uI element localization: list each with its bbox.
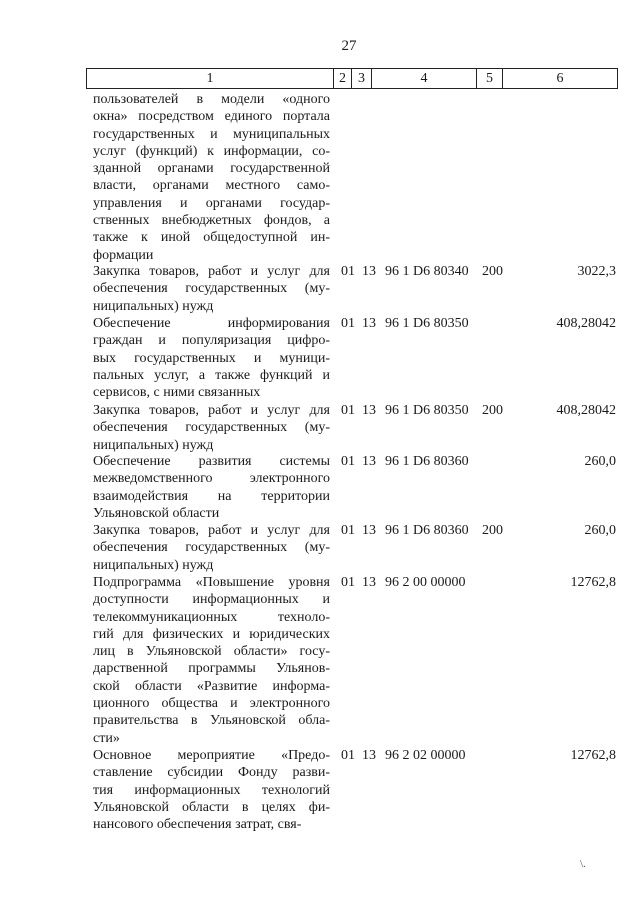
description-line: управления и органами государ- [93,195,330,211]
description-line: Обеспечение информирования [93,316,330,331]
description-line: Закупка товаров, работ и услуг для [93,264,330,279]
description-line: Ульяновской области в целях фи- [93,799,330,815]
subsection-code: 13 [362,454,376,469]
description-line: пользователей в модели «одного [93,92,330,107]
row-description [93,315,330,401]
header-col-1: 1 [86,69,333,88]
header-col-6: 6 [502,69,618,88]
target-item-code: 96 2 02 00000 [385,748,466,763]
section-code: 01 [341,316,355,331]
target-item-code: 96 1 D6 80350 [385,403,469,418]
scan-mark: \. [580,858,586,870]
subsection-code: 13 [362,748,376,763]
amount: 260,0 [584,523,616,538]
description-line: доступности информационных и [93,592,330,608]
section-code: 01 [341,264,355,279]
description-line: сервисов, с ними связанных [93,385,261,401]
description-line: государственных и муниципальных [93,126,330,142]
description-line: ской области «Развитие информа- [93,678,330,694]
page-number: 27 [341,38,357,54]
table-header [86,68,618,89]
description-line: гий для физических и юридических [93,626,330,642]
description-line: формации [93,247,154,263]
row-description [93,747,330,833]
description-line: Обеспечение развития системы [93,454,330,469]
description-line: лиц в Ульяновской области» госу- [93,644,330,660]
description-line: Основное мероприятие «Предо- [93,748,330,763]
description-line: услуг (функций) к информации, со- [93,143,330,159]
section-code: 01 [341,575,355,590]
target-item-code: 96 2 00 00000 [385,575,466,590]
row-description [93,402,330,454]
description-line: обеспечения государственных (му- [93,420,330,436]
description-line: ниципальных) нужд [93,437,214,453]
row-description [93,453,330,522]
description-line: ционного общества и электронного [93,696,330,712]
amount: 260,0 [584,454,616,469]
subsection-code: 13 [362,575,376,590]
description-line: окна» посредством единого портала [93,109,330,125]
section-code: 01 [341,748,355,763]
description-line: дарственной программы Ульянов- [93,661,330,677]
description-line: нансового обеспечения затрат, свя- [93,817,302,833]
header-col-2: 2 [333,69,351,88]
expense-type-code: 200 [482,523,503,538]
description-line: ставление субсидии Фонду разви- [93,765,330,781]
row-description [93,522,330,574]
description-line: пальных услуг, а также функций и [93,367,330,383]
row-description [93,263,330,315]
amount: 12762,8 [570,575,616,590]
target-item-code: 96 1 D6 80350 [385,316,469,331]
expense-type-code: 200 [482,264,503,279]
row-description [93,91,330,264]
description-line: ственных внебюджетных фондов, а [93,213,330,229]
description-line: взаимодействия на территории [93,488,330,504]
description-line: межведомственного электронного [93,471,330,487]
description-line: обеспечения государственных (му- [93,281,330,297]
description-line: сти» [93,730,120,746]
description-line: Закупка товаров, работ и услуг для [93,523,330,538]
description-line: Подпрограмма «Повышение уровня [93,575,330,590]
section-code: 01 [341,523,355,538]
description-line: правительства в Ульяновской обла- [93,713,330,729]
description-line: также к иной общедоступной ин- [93,230,330,246]
header-col-3: 3 [351,69,371,88]
amount: 12762,8 [570,748,616,763]
subsection-code: 13 [362,316,376,331]
description-line: ниципальных) нужд [93,557,214,573]
description-line: тия информационных технологий [93,782,330,798]
header-col-4: 4 [371,69,476,88]
description-line: обеспечения государственных (му- [93,540,330,556]
description-line: Ульяновской области [93,505,220,521]
section-code: 01 [341,403,355,418]
expense-type-code: 200 [482,403,503,418]
description-line: граждан и популяризация цифро- [93,333,330,349]
target-item-code: 96 1 D6 80360 [385,454,469,469]
description-line: ниципальных) нужд [93,298,214,314]
target-item-code: 96 1 D6 80340 [385,264,469,279]
target-item-code: 96 1 D6 80360 [385,523,469,538]
description-line: вых государственных и муници- [93,350,330,366]
section-code: 01 [341,454,355,469]
subsection-code: 13 [362,523,376,538]
row-description [93,574,330,747]
amount: 3022,3 [577,264,616,279]
description-line: зданной органами государственной [93,161,330,177]
description-line: Закупка товаров, работ и услуг для [93,403,330,418]
subsection-code: 13 [362,403,376,418]
amount: 408,28042 [556,316,616,331]
description-line: власти, органами местного само- [93,178,330,194]
subsection-code: 13 [362,264,376,279]
description-line: телекоммуникационных техноло- [93,609,330,625]
header-col-5: 5 [476,69,502,88]
amount: 408,28042 [556,403,616,418]
